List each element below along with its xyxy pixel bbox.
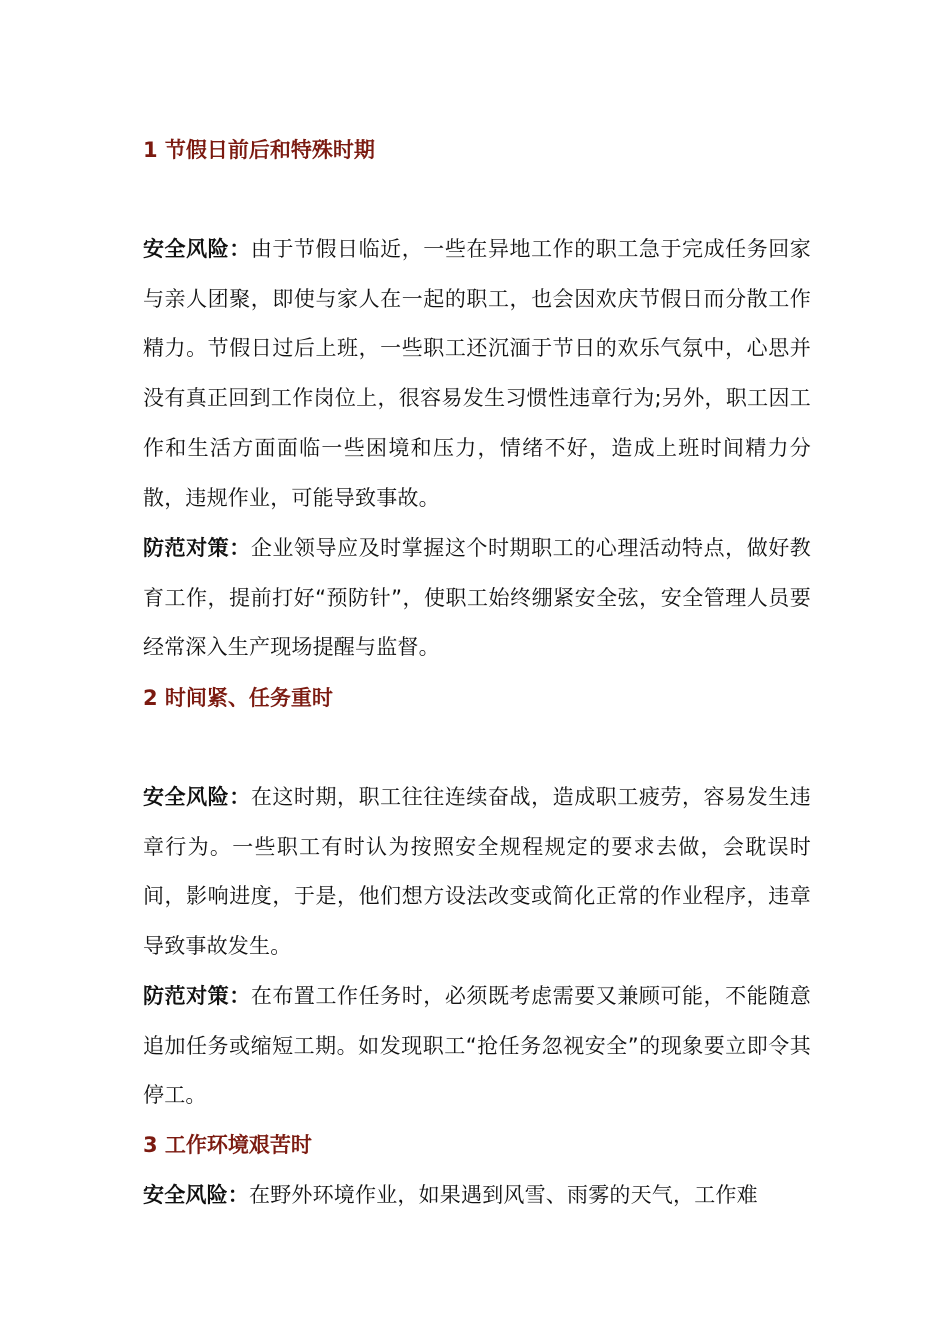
section-2-measure-text: 在布置工作任务时，必须既考虑需要又兼顾可能，不能随意追加任务或缩短工期。如发现职工“抢任务忽视安全”的现象要立即令其停工。	[143, 984, 812, 1108]
section-2-risk-paragraph	[143, 773, 811, 972]
section-2-measure-paragraph	[143, 972, 811, 1121]
section-1-measure-label: 防范对策：	[143, 536, 251, 560]
section-1-measure-text: 企业领导应及时掌握这个时期职工的心理活动特点，做好教育工作，提前打好“预防针”，使职工始终绷紧安全弦，安全管理人员要经常深入生产现场提醒与监督。	[143, 536, 812, 660]
section-1-risk-text: 由于节假日临近，一些在异地工作的职工急于完成任务回家与亲人团聚，即使与家人在一起的职工，也会因欢庆节假日而分散工作精力。节假日过后上班，一些职工还沉湎于节日的欢乐气氛中，心思并没有真正回到工作岗位上，很容易发生习惯性违章行为;另外，职工因工作和生活方面面临一些困境和压力，情绪不好，造成上班时间精力分散，违规作业，可能导致事故。	[143, 237, 812, 510]
section-2-heading: 2 时间紧、任务重时	[143, 686, 333, 710]
section-3-risk-text: 在野外环境作业，如果遇到风雪、雨雾的天气，工作难	[249, 1183, 758, 1207]
section-1-heading: 1 节假日前后和特殊时期	[143, 138, 375, 162]
section-2-measure-label: 防范对策：	[143, 984, 251, 1008]
section-1-measure-paragraph	[143, 524, 811, 673]
section-2-risk-label: 安全风险：	[143, 785, 251, 809]
section-3-risk-paragraph	[143, 1171, 811, 1221]
section-2-risk-text: 在这时期，职工往往连续奋战，造成职工疲劳，容易发生违章行为。一些职工有时认为按照安全规程规定的要求去做，会耽误时间，影响进度，于是，他们想方设法改变或简化正常的作业程序，违章导致事故发生。	[143, 785, 812, 959]
section-3-risk-label: 安全风险：	[143, 1183, 249, 1207]
section-1-risk-paragraph	[143, 225, 811, 523]
section-1-risk-label: 安全风险：	[143, 237, 251, 261]
section-3-heading: 3 工作环境艰苦时	[143, 1133, 312, 1157]
